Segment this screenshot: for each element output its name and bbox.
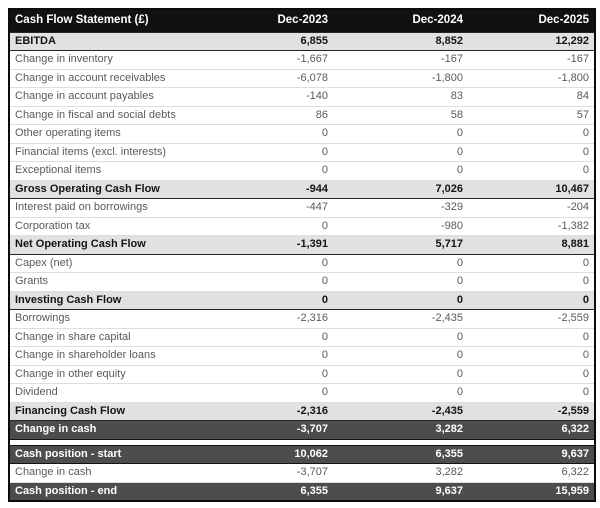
table-row [9,69,595,88]
cell-value: 84 [468,88,595,107]
cell-value: 0 [333,125,468,144]
row-label: Cash position - start [9,445,193,464]
cell-value: 0 [333,273,468,292]
cell-value: 0 [468,273,595,292]
cell-value: -1,391 [193,236,333,255]
table-row [9,421,595,440]
row-label: Dividend [9,384,193,403]
header-row [9,9,595,32]
cell-value: 0 [333,328,468,347]
row-label: Change in other equity [9,365,193,384]
cell-value: -2,559 [468,402,595,421]
table-row [9,402,595,421]
row-label: Corporation tax [9,217,193,236]
row-label: EBITDA [9,32,193,51]
table-row [9,254,595,273]
column-header-dec-2023: Dec-2023 [193,9,333,32]
cell-value: -167 [333,51,468,70]
table-row [9,365,595,384]
cell-value: -140 [193,88,333,107]
cell-value: -2,316 [193,402,333,421]
cell-value: 0 [468,365,595,384]
table-row [9,445,595,464]
cell-value: 0 [193,273,333,292]
cell-value: 0 [193,125,333,144]
cell-value: 0 [333,347,468,366]
cell-value: 0 [193,384,333,403]
row-label: Net Operating Cash Flow [9,236,193,255]
cell-value: -1,382 [468,217,595,236]
table-row [9,482,595,501]
table-row [9,199,595,218]
cell-value: 15,959 [468,482,595,501]
table-row [9,347,595,366]
cell-value: 83 [333,88,468,107]
row-label: Change in cash [9,464,193,483]
cell-value: 0 [333,162,468,181]
cell-value: 0 [333,254,468,273]
table-title: Cash Flow Statement (£) [9,9,193,32]
cell-value: 6,355 [333,445,468,464]
cell-value: 0 [468,254,595,273]
table-row [9,143,595,162]
cell-value: 0 [193,291,333,310]
cell-value: 0 [333,365,468,384]
table-row [9,384,595,403]
cell-value: -980 [333,217,468,236]
cell-value: 0 [333,143,468,162]
cell-value: 10,467 [468,180,595,199]
table-row [9,162,595,181]
cell-value: 9,637 [333,482,468,501]
cash-flow-table [8,8,596,502]
cell-value: 9,637 [468,445,595,464]
cell-value: -2,435 [333,310,468,329]
table-row [9,236,595,255]
cell-value: 3,282 [333,464,468,483]
table-row [9,180,595,199]
cell-value: 0 [468,162,595,181]
row-label: Grants [9,273,193,292]
cell-value: -1,800 [468,69,595,88]
row-label: Change in share capital [9,328,193,347]
row-label: Change in fiscal and social debts [9,106,193,125]
cell-value: 0 [468,347,595,366]
cell-value: 0 [468,143,595,162]
table-row [9,88,595,107]
row-label: Borrowings [9,310,193,329]
row-label: Cash position - end [9,482,193,501]
row-label: Change in cash [9,421,193,440]
column-header-dec-2025: Dec-2025 [468,9,595,32]
cell-value: 10,062 [193,445,333,464]
cell-value: 6,355 [193,482,333,501]
table-row [9,125,595,144]
cell-value: -944 [193,180,333,199]
cell-value: 0 [333,291,468,310]
cell-value: -2,435 [333,402,468,421]
cell-value: 7,026 [333,180,468,199]
cell-value: 0 [193,347,333,366]
table-row [9,106,595,125]
cell-value: 57 [468,106,595,125]
row-label: Change in shareholder loans [9,347,193,366]
cell-value: 86 [193,106,333,125]
row-label: Exceptional items [9,162,193,181]
row-label: Financing Cash Flow [9,402,193,421]
row-label: Change in inventory [9,51,193,70]
cell-value: -2,316 [193,310,333,329]
table-row [9,51,595,70]
cell-value: -1,667 [193,51,333,70]
cell-value: 0 [193,254,333,273]
table-row [9,32,595,51]
table-row [9,291,595,310]
row-label: Interest paid on borrowings [9,199,193,218]
cell-value: 0 [468,291,595,310]
cell-value: 0 [193,328,333,347]
cell-value: 0 [468,328,595,347]
row-label: Other operating items [9,125,193,144]
cell-value: -329 [333,199,468,218]
cell-value: 0 [193,162,333,181]
row-label: Gross Operating Cash Flow [9,180,193,199]
row-label: Capex (net) [9,254,193,273]
cell-value: -3,707 [193,464,333,483]
row-label: Investing Cash Flow [9,291,193,310]
cell-value: -447 [193,199,333,218]
cell-value: 6,322 [468,421,595,440]
cell-value: 12,292 [468,32,595,51]
table-row [9,464,595,483]
cell-value: -167 [468,51,595,70]
table-row [9,328,595,347]
cell-value: 0 [468,125,595,144]
cell-value: 8,852 [333,32,468,51]
cell-value: 3,282 [333,421,468,440]
table-row [9,273,595,292]
cell-value: 0 [468,384,595,403]
row-label: Change in account payables [9,88,193,107]
cell-value: -2,559 [468,310,595,329]
cell-value: -3,707 [193,421,333,440]
table-row [9,217,595,236]
cell-value: 0 [193,217,333,236]
cell-value: 8,881 [468,236,595,255]
cell-value: 0 [193,365,333,384]
cell-value: 0 [193,143,333,162]
cell-value: 0 [333,384,468,403]
row-label: Financial items (excl. interests) [9,143,193,162]
table-row [9,310,595,329]
table-body [9,32,595,501]
cell-value: -1,800 [333,69,468,88]
cell-value: 6,855 [193,32,333,51]
column-header-dec-2024: Dec-2024 [333,9,468,32]
cell-value: 5,717 [333,236,468,255]
cell-value: -6,078 [193,69,333,88]
cell-value: -204 [468,199,595,218]
cell-value: 58 [333,106,468,125]
row-label: Change in account receivables [9,69,193,88]
cell-value: 6,322 [468,464,595,483]
